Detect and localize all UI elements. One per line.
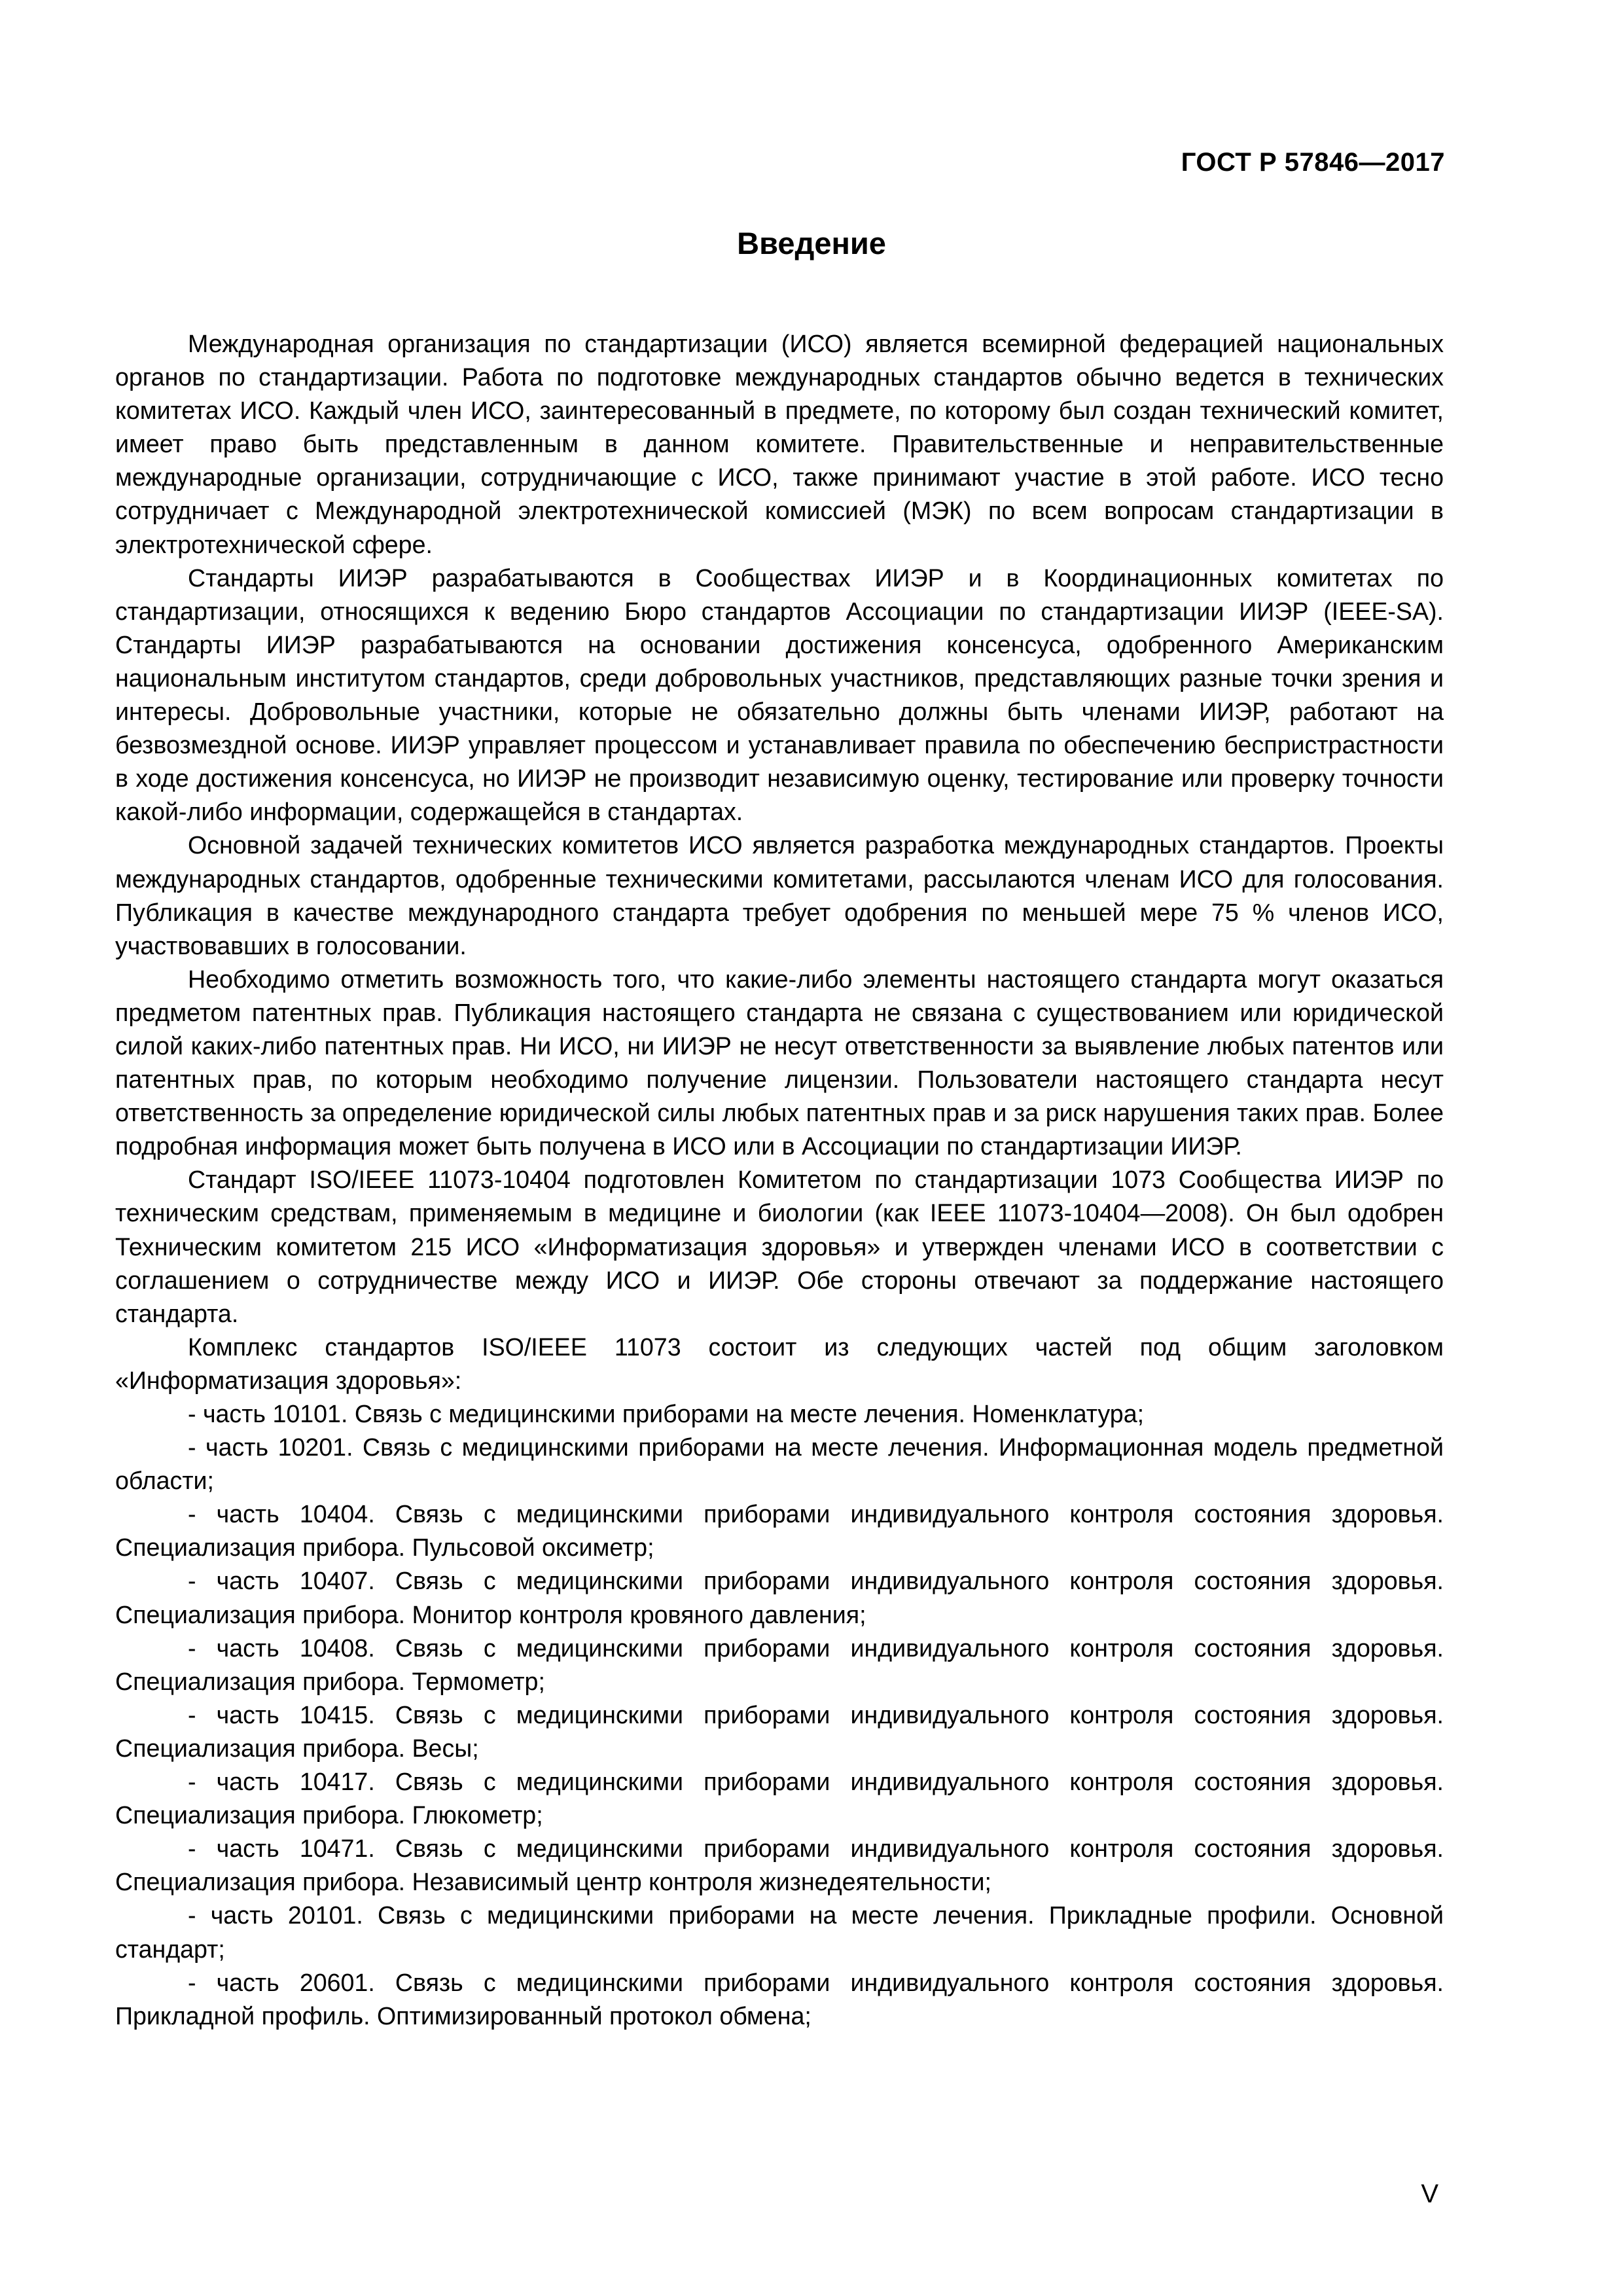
page-number: V xyxy=(1421,2179,1438,2208)
list-item: - часть 10201. Связь с медицинскими приборами на месте лечения. Информационная модель предметной области; xyxy=(115,1433,1444,1495)
list-item: - часть 10404. Связь с медицинскими приборами индивидуального контроля состояния здоровья. Специализация прибора. Пульсовой оксиметр; xyxy=(115,1500,1444,1562)
list-item: - часть 10417. Связь с медицинскими приборами индивидуального контроля состояния здоровья. Специализация прибора. Глюкометр; xyxy=(115,1768,1444,1829)
paragraph: Стандарты ИИЭР разрабатываются в Сообществах ИИЭР и в Координационных комитетах по стандартизации, относящихся к ведению Бюро стандартов Ассоциации по стандартизации ИИЭР (IEEE-SA). Стандарты ИИЭР разрабатываются на основании достижения консенсуса, одобренного Американским национальным институтом стандартов, среди добровольных участников, представляющих разные точки зрения и интересы. Добровольные участники, которые не обязательно должны быть членами ИИЭР, работают на безвозмездной основе. ИИЭР управляет процессом и устанавливает правила по обеспечению беспристрастности в ходе достижения консенсуса, но ИИЭР не производит независимую оценку, тестирование или проверку точности какой-либо информации, содержащейся в стандартах. xyxy=(115,564,1444,826)
list-item: - часть 20601. Связь с медицинскими приборами индивидуального контроля состояния здоровья. Прикладной профиль. Оптимизированный протокол обмена; xyxy=(115,1968,1444,2030)
list-item: - часть 10101. Связь с медицинскими приборами на месте лечения. Номенклатура; xyxy=(188,1400,1145,1427)
list-item: - часть 10408. Связь с медицинскими приборами индивидуального контроля состояния здоровья. Специализация прибора. Термометр; xyxy=(115,1634,1444,1695)
section-title: Введение xyxy=(737,226,886,260)
paragraph: Стандарт ISO/IEEE 11073-10404 подготовлен Комитетом по стандартизации 1073 Сообщества ИИЭР по техническим средствам, применяемым в медицине и биологии (как IEEE 11073-10404—2008). Он был одобрен Техническим комитетом 215 ИСО «Информатизация здоровья» и утвержден членами ИСО в соответствии с соглашением о сотрудничестве между ИСО и ИИЭР. Обе стороны отвечают за поддержание настоящего стандарта. xyxy=(115,1166,1444,1327)
document-body xyxy=(115,327,1444,2033)
paragraph: Международная организация по стандартизации (ИСО) является всемирной федерацией национальных органов по стандартизации. Работа по подготовке международных стандартов обычно ведется в технических комитетах ИСО. Каждый член ИСО, заинтересованный в предмете, по которому был создан технический комитет, имеет право быть представленным в данном комитете. Правительственные и неправительственные международные организации, сотрудничающие с ИСО, также принимают участие в этой работе. ИСО тесно сотрудничает с Международной электротехнической комиссией (МЭК) по всем вопросам стандартизации в электротехнической сфере. xyxy=(115,330,1444,558)
paragraph: Комплекс стандартов ISO/IEEE 11073 состоит из следующих частей под общим заголовком «Информатизация здоровья»: xyxy=(115,1333,1444,1394)
paragraph: Основной задачей технических комитетов ИСО является разработка международных стандартов. Проекты международных стандартов, одобренные техническими комитетами, рассылаются членам ИСО для голосования. Публикация в качестве международного стандарта требует одобрения по меньшей мере 75 % членов ИСО, участвовавших в голосовании. xyxy=(115,831,1444,960)
list-item: - часть 10471. Связь с медицинскими приборами индивидуального контроля состояния здоровья. Специализация прибора. Независимый центр контроля жизнедеятельности; xyxy=(115,1835,1444,1896)
list-item: - часть 20101. Связь с медицинскими приборами на месте лечения. Прикладные профили. Основной стандарт; xyxy=(115,1901,1444,1963)
paragraph: Необходимо отметить возможность того, что какие-либо элементы настоящего стандарта могут оказаться предметом патентных прав. Публикация настоящего стандарта не связана с существованием или юридической силой каких-либо патентных прав. Ни ИСО, ни ИИЭР не несут ответственности за выявление любых патентов или патентных прав, по которым необходимо получение лицензии. Пользователи настоящего стандарта несут ответственность за определение юридической силы любых патентных прав и за риск нарушения таких прав. Более подробная информация может быть получена в ИСО или в Ассоциации по стандартизации ИИЭР. xyxy=(115,965,1444,1160)
list-item: - часть 10407. Связь с медицинскими приборами индивидуального контроля состояния здоровья. Специализация прибора. Монитор контроля кровяного давления; xyxy=(115,1567,1444,1628)
document-code-header: ГОСТ Р 57846—2017 xyxy=(1181,148,1445,177)
list-item: - часть 10415. Связь с медицинскими приборами индивидуального контроля состояния здоровья. Специализация прибора. Весы; xyxy=(115,1700,1444,1762)
